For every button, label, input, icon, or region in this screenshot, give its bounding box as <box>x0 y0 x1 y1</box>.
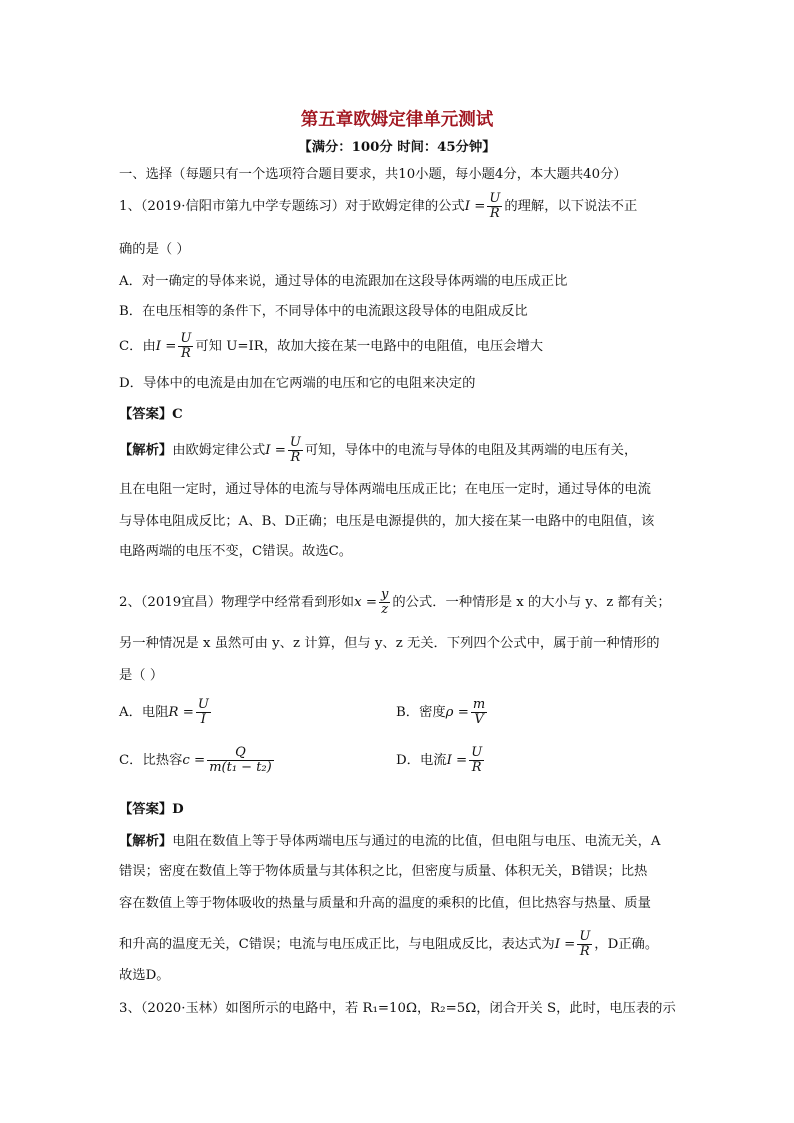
q2-answer: 【答案】D <box>119 802 184 817</box>
q3-stem: 3、（2020·玉林）如图所示的电路中，若 R₁=10Ω，R₂=5Ω，闭合开关 S，此时，电压表的示 <box>119 1001 676 1016</box>
q2-analysis-line2: 错误；密度在数值上等于物体质量与其体积之比，但密度与质量、体积无关，B错误；比热 <box>119 864 648 879</box>
section-heading: 一、选择（每题只有一个选项符合题目要求，共10小题，每小题4分，本大题共40分） <box>119 167 627 182</box>
q2-option-d: D．电流I = $\frac{U}{R}$ <box>396 745 483 775</box>
q2-analysis-line3: 容在数值上等于物体吸收的热量与质量和升高的温度的乘积的比值，但比热容与热量、质量 <box>119 896 651 911</box>
q2-stem-line2: 另一种情况是 x 虽然可由 y、z 计算，但与 y、z 无关．下列四个公式中，属于前一种情形的 <box>119 636 660 651</box>
fraction: $\frac{U}{R}$ <box>471 745 483 775</box>
q1-option-c: C．由I = $\frac{U}{R}$ 可知 U=IR，故加大接在某一电路中的电阻值，电压会增大 <box>119 331 544 361</box>
fraction: $\frac{U}{R}$ <box>180 331 192 361</box>
q2-option-b: B．密度ρ = $\frac{m}{V}$ <box>396 697 486 727</box>
q2-stem: 2、（2019宜昌）物理学中经常看到形如x = $\frac{y}{z}$ 的公式．一种情形是 x 的大小与 y、z 都有关； <box>119 587 671 617</box>
q1-stem: 1、（2019·信阳市第九中学专题练习）对于欧姆定律的公式I = $\frac{U}{R}$ 的理解，以下说法不正 <box>119 191 638 221</box>
fraction: $\frac{y}{z}$ <box>380 587 389 617</box>
q1-option-b: B．在电压相等的条件下，不同导体中的电流跟这段导体的电阻成反比 <box>119 304 528 319</box>
q1-analysis-line4: 电路两端的电压不变，C错误。故选C。 <box>119 544 353 559</box>
q1-analysis: 【解析】由欧姆定律公式I = $\frac{U}{R}$ 可知，导体中的电流与导体的电阻及其两端的电压有关， <box>119 435 638 465</box>
fraction: $\frac{U}{R}$ <box>579 929 591 959</box>
q2-analysis-line4: 和升高的温度无关，C错误；电流与电压成正比，与电阻成反比，表达式为I = $\frac{U}{R}$ ，D正确。 <box>119 929 659 959</box>
q2-option-a: A．电阻R = $\frac{U}{I}$ <box>119 697 209 727</box>
q1-option-a: A．对一确定的导体来说，通过导体的电流跟加在这段导体两端的电压成正比 <box>119 274 568 289</box>
q1-analysis-line3: 与导体电阻成反比；A、B、D正确；电压是电源提供的，加大接在某一电路中的电阻值，该 <box>119 514 655 529</box>
fraction: $\frac{U}{I}$ <box>197 697 209 727</box>
q2-analysis: 【解析】电阻在数值上等于导体两端电压与通过的电流的比值，但电阻与电压、电流无关，A <box>119 834 661 849</box>
fraction: $\frac{U}{R}$ <box>489 191 501 221</box>
fraction: $\frac{m}{V}$ <box>472 697 486 727</box>
q1-stem-cont: 确的是（ ） <box>119 242 190 257</box>
q2-stem-line3: 是（ ） <box>119 668 164 683</box>
q2-analysis-line5: 故选D。 <box>119 968 170 983</box>
fraction: $\frac{Q}{\text{m(t₁ − t₂)}}$ <box>209 745 272 775</box>
q1-answer: 【答案】C <box>119 407 183 422</box>
q2-option-c: C．比热容c = $\frac{Q}{\text{m(t₁ − t₂)}}$ <box>119 745 272 775</box>
page-title: 第五章欧姆定律单元测试 <box>300 110 494 130</box>
formula-lhs: I = <box>464 199 486 214</box>
q1-option-d: D．导体中的电流是由加在它两端的电压和它的电阻来决定的 <box>119 376 476 391</box>
q1-analysis-line2: 且在电阻一定时，通过导体的电流与导体两端电压成正比；在电压一定时，通过导体的电流 <box>119 482 651 497</box>
page-subtitle: 【满分：100分 时间：45分钟】 <box>298 140 496 155</box>
fraction: $\frac{U}{R}$ <box>289 435 301 465</box>
